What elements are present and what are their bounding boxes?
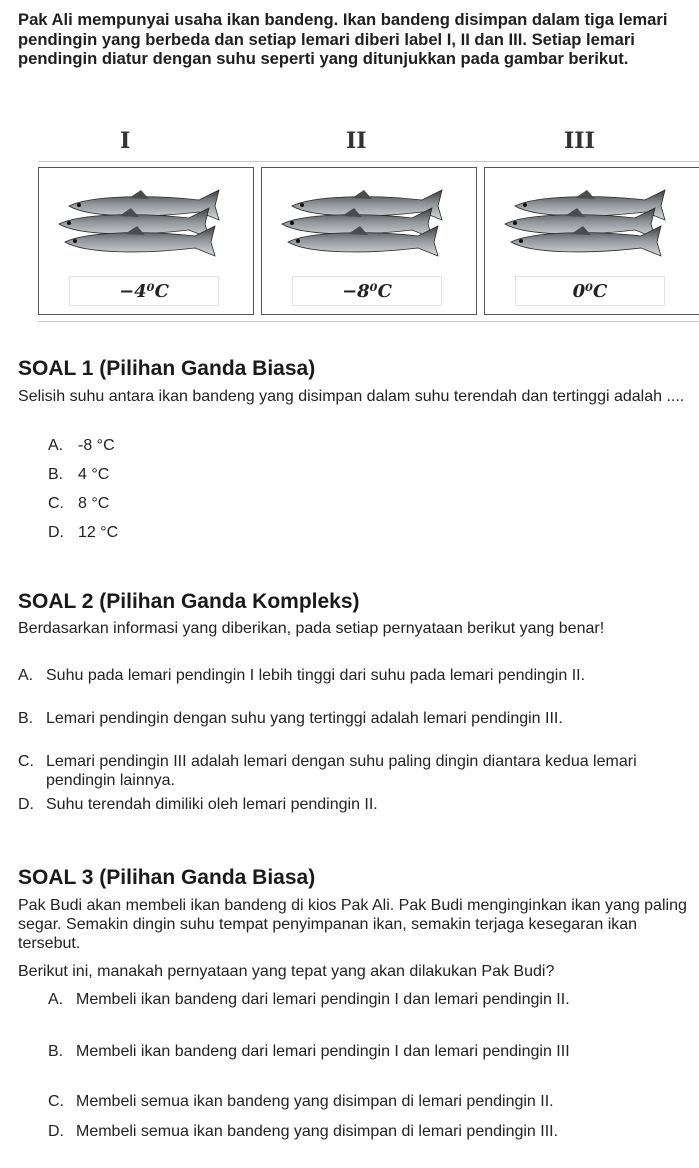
soal3-title: SOAL 3 (Pilihan Ganda Biasa) — [18, 866, 316, 889]
label-i: I — [120, 128, 131, 154]
soal2-title: SOAL 2 (Pilihan Ganda Kompleks) — [18, 590, 360, 613]
soal3-question: Pak Budi akan membeli ikan bandeng di kios Pak Ali. Pak Budi menginginkan ikan yang paling segar. Semakin dingin suhu tempat penyimpanan ikan, semakin terjaga kesegaran ikan tersebut. — [18, 897, 687, 952]
soal2-option-c[interactable]: C. Lemari pendingin III adalah lemari dengan suhu paling dingin diantara kedua lemari pendingin lainnya. — [18, 753, 637, 789]
soal2-question: Berdasarkan informasi yang diberikan, pada setiap pernyataan berikut yang benar! — [18, 620, 605, 637]
temp-label-ii: −8⁰C — [292, 276, 442, 306]
fish-image — [274, 174, 464, 264]
fridge-box-iii — [484, 167, 699, 315]
soal2-option-b[interactable]: B. Lemari pendingin dengan suhu yang tertinggi adalah lemari pendingin III. — [18, 710, 563, 727]
fridge-box-ii — [261, 167, 477, 315]
soal3-option-a[interactable]: A. Membeli ikan bandeng dari lemari pendingin I dan lemari pendingin II. — [48, 991, 570, 1008]
soal3-option-c[interactable]: C. Membeli semua ikan bandeng yang disimpan di lemari pendingin II. — [48, 1093, 554, 1110]
soal2-option-d[interactable]: D. Suhu terendah dimiliki oleh lemari pendingin II. — [18, 796, 378, 813]
temp-label-iii: 0⁰C — [515, 276, 665, 306]
soal1-title: SOAL 1 (Pilihan Ganda Biasa) — [18, 357, 316, 380]
soal3-option-d[interactable]: D. Membeli semua ikan bandeng yang disimpan di lemari pendingin III. — [48, 1123, 559, 1140]
soal1-option-a[interactable]: A. -8 °C — [48, 437, 115, 454]
intro-paragraph: Pak Ali mempunyai usaha ikan bandeng. Ikan bandeng disimpan dalam tiga lemari pendingin yang berbeda dan setiap lemari diberi label I, II dan III. Setiap lemari pendingin diatur dengan suhu seperti yang ditunjukkan pada gambar berikut. — [18, 10, 668, 68]
soal1-option-c[interactable]: C. 8 °C — [48, 495, 110, 512]
fridge-box-i — [38, 167, 254, 315]
soal2-option-a[interactable]: A. Suhu pada lemari pendingin I lebih tinggi dari suhu pada lemari pendingin II. — [18, 667, 586, 684]
soal1-option-b[interactable]: B. 4 °C — [48, 466, 110, 483]
label-iii: III — [564, 128, 595, 154]
soal1-option-d[interactable]: D. 12 °C — [48, 524, 119, 541]
figure-top-line — [38, 161, 699, 162]
fish-image — [51, 174, 241, 264]
label-ii: II — [346, 128, 367, 154]
fish-image — [497, 174, 687, 264]
soal3-prompt: Berikut ini, manakah pernyataan yang tepat yang akan dilakukan Pak Budi? — [18, 963, 555, 980]
soal3-option-b[interactable]: B. Membeli ikan bandeng dari lemari pendingin I dan lemari pendingin III — [48, 1043, 570, 1060]
figure-bottom-line — [38, 321, 699, 322]
soal1-question: Selisih suhu antara ikan bandeng yang disimpan dalam suhu terendah dan tertinggi adalah .... — [18, 388, 685, 405]
temp-label-i: −4⁰C — [69, 276, 219, 306]
